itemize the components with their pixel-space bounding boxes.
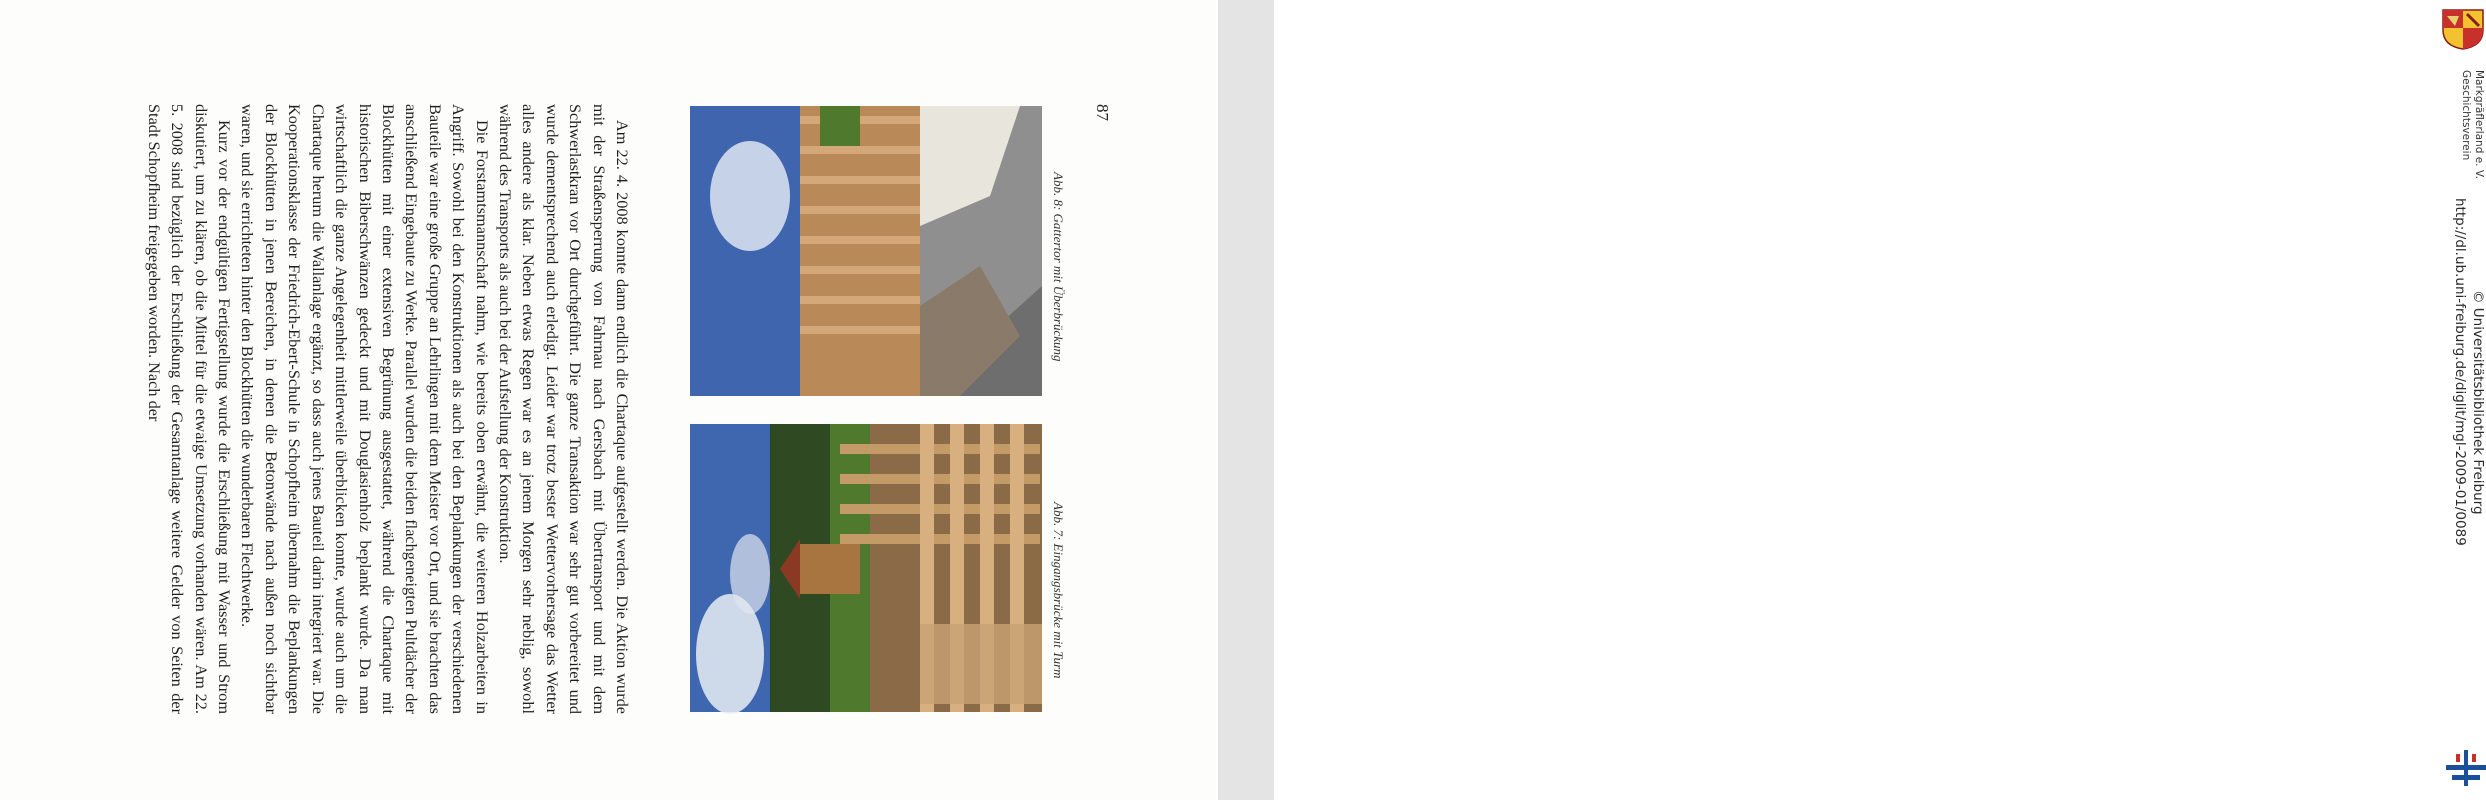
paragraph: Die Forstamtsmannschaft nahm, wie bereits oben erwähnt, die weiteren Holzarbeiten in Angriff. Sowohl bei den Konstruktionen als auch bei den Beplankungen der verschiedenen Bauteile war eine große Gruppe an Lehrlingen mit dem Meister vor Ort, und sie brachten das anschließend Eingebaute zu Werke. Parallel wurden die beiden flachgeneigten Pultdächer der Blockhütten mit einer extensiven Begrünung ausgestattet, während die Chartaque mit historischen Biberschwänzen gedeckt und mit Douglasienholz beplankt wurde. Da man wirtschaftlich die ganze Angelegenheit mittlerweile überblicken konnte, wurde auch um die Chartaque herum die Wallanlage ergänzt, so dass auch jenes Bauteil darin integriert war. Die Kooperationsklasse der Friedrich-Ebert-Schule in Schopfheim übernahm die Beplankungen der Blockhütten in jenen Bereichen, in denen die Betonwände nach außen noch sichtbar waren, und sie errichteten hinter den Blockhütten die wunderbaren Flechtwerke. [238, 104, 492, 714]
document-url-link[interactable]: http://dl.ub.uni-freiburg.de/diglit/mgl-2009-01/0089 [2452, 198, 2468, 546]
photo-gate-bridge [690, 106, 1042, 396]
scanned-page [0, 0, 1218, 800]
paragraph: Kurz vor der endgültigen Fertigstellung wurde die Erschließung mit Wasser und Strom diskutiert, um zu klären, ob die Mittel für die etwaige Umsetzung vorhanden wären. Am 22. 5. 2008 sind bezüglich der Erschließung der Gesamtanlage weitere Gelder von Seiten der Stadt Schopfheim freigegeben worden. Nach der [144, 104, 235, 714]
university-library-logo [2446, 748, 2486, 788]
figure-caption: Abb. 8: Gattertor mit Überbrückung [1051, 172, 1066, 362]
society-crest-logo [2441, 8, 2485, 50]
society-name-line1: Geschichtsverein [2460, 70, 2472, 161]
paragraph: Am 22. 4. 2008 konnte dann endlich die Chartaque aufgestellt werden. Die Aktion wurde mit der Straßensperrung von Fahrnau nach Gersbach mit Übertransport und mit dem Schwerlastkran vor Ort durchgeführt. Die ganze Transaktion war sehr gut vorbereitet und wurde dementsprechend auch erledigt. Leider war trotz bester Wettervorhersage das Wetter alles andere als klar. Neben etwas Regen war es an jenem Morgen sehr neblig, sowohl während des Transports als auch bei der Aufstellung der Konstruktion. [495, 104, 632, 714]
society-name-line2: Markgräflerland e. V. [2473, 70, 2485, 180]
photo-entrance-bridge [690, 424, 1042, 712]
library-sidebar [1218, 0, 2486, 800]
body-text [142, 104, 634, 714]
page-number: 87 [1093, 104, 1112, 121]
copyright-notice: © Universitätsbibliothek Freiburg [2470, 290, 2486, 515]
figure-caption: Abb. 7: Eingangsbrücke mit Turm [1051, 502, 1066, 679]
